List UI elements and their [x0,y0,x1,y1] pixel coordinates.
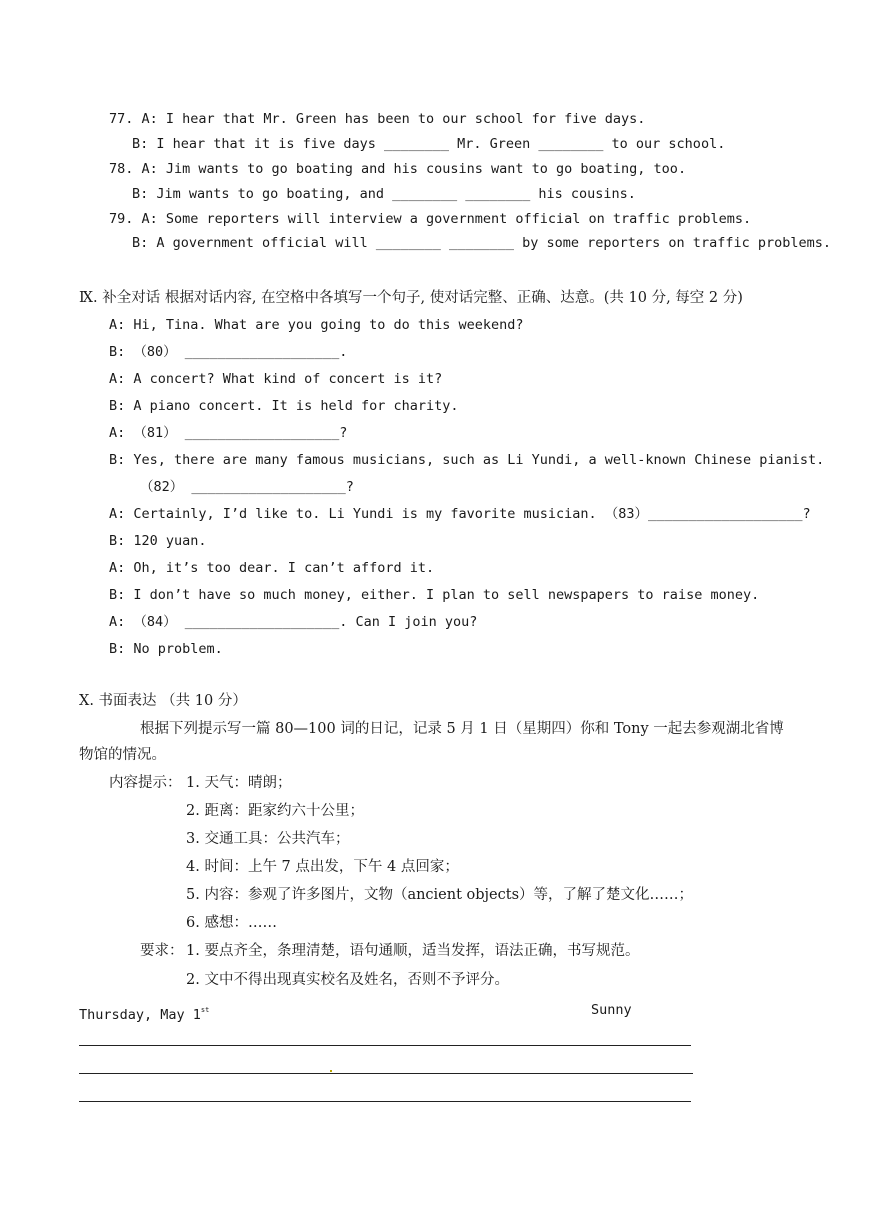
writing-line[interactable] [79,1101,691,1102]
dialogue-line: A: A concert? What kind of concert is it? [109,371,443,387]
hint-item: 5. 内容：参观了许多图片，文物（ancient objects）等，了解了楚文化……； [186,887,694,903]
hint-item: 4. 时间：上午 7 点出发，下午 4 点回家； [186,859,459,875]
q79-a: 79. A: Some reporters will interview a government official on traffic problems. [109,211,752,227]
dialogue-line: B: 120 yuan. [109,533,207,549]
section10-intro-cont: 物馆的情况。 [79,747,166,763]
section10-intro: 根据下列提示写一篇 80—100 词的日记，记录 5 月 1 日（星期四）你和 Tony 一起去参观湖北省博 [140,721,784,737]
dialogue-line: B: I don’t have so much money, either. I plan to sell newspapers to raise money. [109,587,760,603]
dialogue-line: B: No problem. [109,641,223,657]
dialogue-line: A: Certainly, I’d like to. Li Yundi is my favorite musician. （83）___________________? [109,506,811,522]
dialogue-line: A: （81） ___________________? [109,425,348,441]
dialogue-line: B: A piano concert. It is held for charity. [109,398,459,414]
diary-weather: Sunny [591,1002,632,1018]
dialogue-line: B: Yes, there are many famous musicians, such as Li Yundi, a well-known Chinese pianist. [109,452,825,468]
dialogue-line: A: Oh, it’s too dear. I can’t afford it. [109,560,435,576]
hint-item: 6. 感想：…… [186,915,277,931]
section10-heading: Ⅹ. 书面表达 （共 10 分） [79,693,247,709]
writing-line[interactable] [79,1045,691,1046]
dialogue-line: B: （80） ___________________. [109,344,348,360]
q79-b: B: A government official will ________ ________ by some reporters on traffic problems. [132,235,831,251]
dialogue-line: A: （84） ___________________. Can I join you? [109,614,478,630]
hint-item: 1. 天气：晴朗； [186,775,292,791]
hint-item: 3. 交通工具：公共汽车； [186,831,350,847]
hint-item: 2. 距离：距家约六十公里； [186,803,364,819]
diary-date-suffix: st [200,1006,210,1014]
dialogue-line: （82） ___________________? [140,479,354,495]
diary-date [79,1001,209,1024]
writing-line[interactable] [79,1073,693,1074]
diary-date-text: Thursday, May 1 [79,1007,201,1023]
hints-label: 内容提示： [109,775,182,791]
q78-a: 78. A: Jim wants to go boating and his cousins want to go boating, too. [109,161,687,177]
q77-a: 77. A: I hear that Mr. Green has been to our school for five days. [109,111,646,127]
q78-b: B: Jim wants to go boating, and ________ ________ his cousins. [132,186,636,202]
requirement-item: 1. 要点齐全，条理清楚，语句通顺，适当发挥，语法正确，书写规范。 [186,943,640,959]
stray-mark [330,1070,332,1072]
requirement-item: 2. 文中不得出现真实校名及姓名，否则不予评分。 [186,972,509,988]
section9-heading: Ⅸ. 补全对话 根据对话内容, 在空格中各填写一个句子, 使对话完整、正确、达意。(共 10 分, 每空 2 分) [79,290,743,306]
requirements-label: 要求： [140,943,184,959]
dialogue-line: A: Hi, Tina. What are you going to do this weekend? [109,317,524,333]
q77-b: B: I hear that it is five days ________ Mr. Green ________ to our school. [132,136,726,152]
